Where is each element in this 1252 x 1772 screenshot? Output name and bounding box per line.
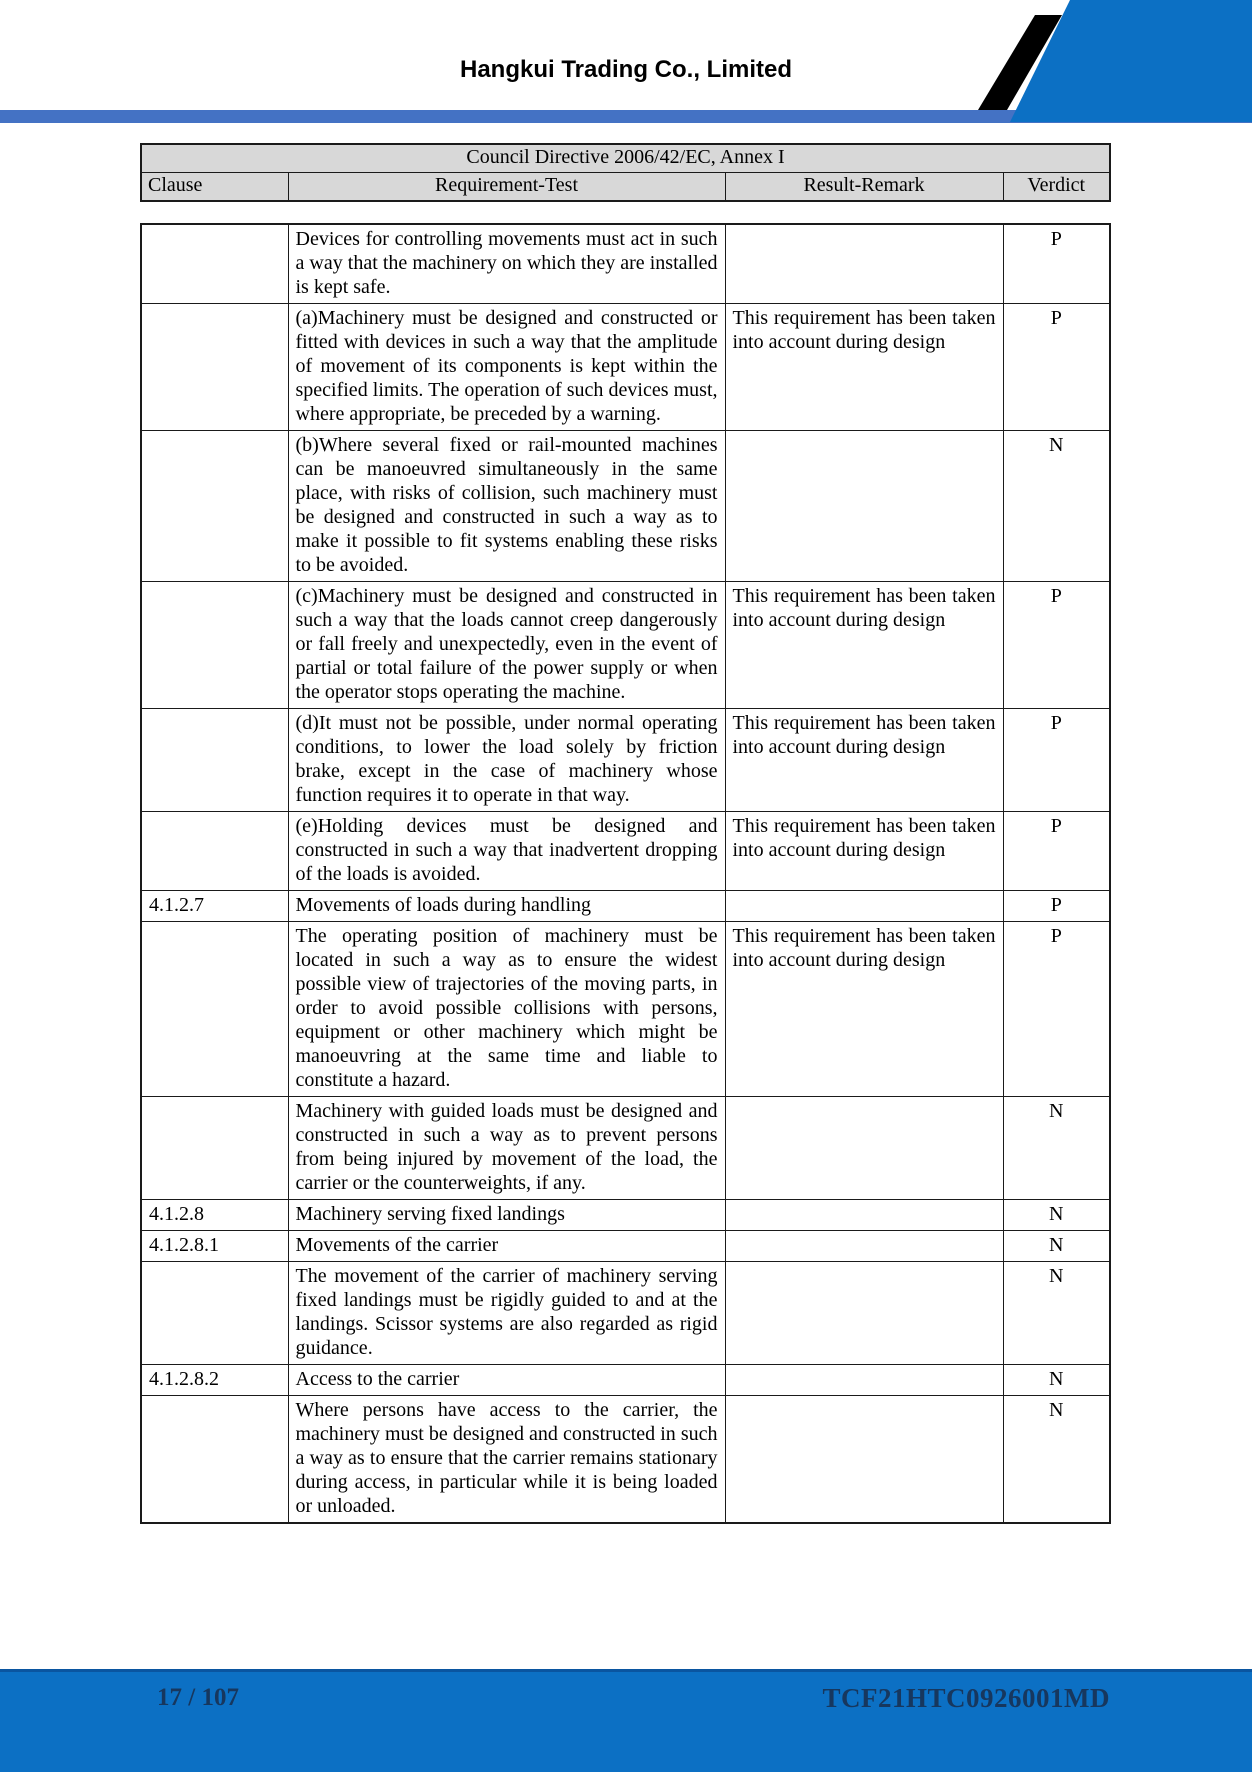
table-row (141, 922, 1110, 1097)
requirement-cell: The operating position of machinery must be located in such a way as to ensure the widest possible view of trajectories of the moving parts, in order to avoid possible collisions with persons, equipment or other machinery which might be manoeuvring at the same time and liable to constitute a hazard. (288, 922, 725, 1097)
remark-cell (725, 224, 1003, 304)
clause-cell: 4.1.2.8.1 (141, 1231, 288, 1262)
table-row (141, 1097, 1110, 1200)
footer-band (0, 1669, 1252, 1772)
requirements-table-body (141, 224, 1110, 1523)
clause-cell (141, 812, 288, 891)
verdict-cell: P (1003, 812, 1110, 891)
verdict-cell: N (1003, 1262, 1110, 1365)
verdict-cell: N (1003, 1200, 1110, 1231)
company-name: Hangkui Trading Co., Limited (459, 56, 792, 83)
remark-cell (725, 1396, 1003, 1524)
table-row (141, 304, 1110, 431)
clause-cell (141, 224, 288, 304)
table-row (141, 709, 1110, 812)
requirement-cell: (c)Machinery must be designed and constructed in such a way that the loads cannot creep dangerously or fall freely and unexpectedly, even in the event of partial or total failure of the power supply or when the operator stops operating the machine. (288, 582, 725, 709)
requirement-cell: The movement of the carrier of machinery serving fixed landings must be rigidly guided to and at the landings. Scissor systems are also regarded as rigid guidance. (288, 1262, 725, 1365)
clause-cell: 4.1.2.8 (141, 1200, 288, 1231)
requirement-cell: (b)Where several fixed or rail-mounted machines can be manoeuvred simultaneously in the same place, with risks of collision, such machinery must be designed and constructed in such a way as to make it possible to fit systems enabling these risks to be avoided. (288, 431, 725, 582)
table-row (141, 582, 1110, 709)
clause-cell (141, 1396, 288, 1524)
column-header-verdict: Verdict (1003, 173, 1110, 202)
remark-cell (725, 1262, 1003, 1365)
table-column-header-row (141, 173, 1110, 202)
verdict-cell: N (1003, 1396, 1110, 1524)
requirement-cell: Movements of the carrier (288, 1231, 725, 1262)
clause-cell (141, 1262, 288, 1365)
table-row (141, 1231, 1110, 1262)
verdict-cell: P (1003, 304, 1110, 431)
requirements-table (140, 223, 1111, 1524)
remark-cell (725, 1365, 1003, 1396)
clause-cell (141, 709, 288, 812)
table-row (141, 1396, 1110, 1524)
clause-cell (141, 922, 288, 1097)
table-row (141, 1200, 1110, 1231)
remark-cell: This requirement has been taken into account during design (725, 582, 1003, 709)
requirement-cell: Movements of loads during handling (288, 891, 725, 922)
remark-cell (725, 1097, 1003, 1200)
remark-cell: This requirement has been taken into account during design (725, 709, 1003, 812)
table-row (141, 431, 1110, 582)
remark-cell (725, 1200, 1003, 1231)
directive-header-table (140, 143, 1111, 202)
remark-cell: This requirement has been taken into account during design (725, 812, 1003, 891)
clause-cell (141, 304, 288, 431)
verdict-cell: P (1003, 891, 1110, 922)
remark-cell (725, 431, 1003, 582)
verdict-cell: P (1003, 709, 1110, 812)
requirement-cell: (d)It must not be possible, under normal operating conditions, to lower the load solely by friction brake, except in the case of machinery whose function requires it to operate in that way. (288, 709, 725, 812)
table-title-row (141, 144, 1110, 173)
clause-cell (141, 1097, 288, 1200)
clause-cell (141, 431, 288, 582)
verdict-cell: N (1003, 1097, 1110, 1200)
remark-cell: This requirement has been taken into account during design (725, 922, 1003, 1097)
page-number: 17 / 107 (157, 1684, 239, 1711)
table-row (141, 1365, 1110, 1396)
requirement-cell: (a)Machinery must be designed and constructed or fitted with devices in such a way that the amplitude of movement of its components is kept within the specified limits. The operation of such devices must, where appropriate, be preceded by a warning. (288, 304, 725, 431)
table-row (141, 891, 1110, 922)
table-row (141, 1262, 1110, 1365)
remark-cell (725, 891, 1003, 922)
verdict-cell: N (1003, 1365, 1110, 1396)
requirement-cell: Access to the carrier (288, 1365, 725, 1396)
verdict-cell: P (1003, 582, 1110, 709)
remark-cell: This requirement has been taken into account during design (725, 304, 1003, 431)
remark-cell (725, 1231, 1003, 1262)
requirement-cell: (e)Holding devices must be designed and constructed in such a way that inadvertent dropping of the loads is avoided. (288, 812, 725, 891)
verdict-cell: N (1003, 431, 1110, 582)
requirement-cell: Devices for controlling movements must act in such a way that the machinery on which they are installed is kept safe. (288, 224, 725, 304)
clause-cell: 4.1.2.7 (141, 891, 288, 922)
clause-cell (141, 582, 288, 709)
table-title: Council Directive 2006/42/EC, Annex I (141, 144, 1110, 173)
table-row (141, 224, 1110, 304)
clause-cell: 4.1.2.8.2 (141, 1365, 288, 1396)
column-header-clause: Clause (141, 173, 288, 202)
requirement-cell: Where persons have access to the carrier, the machinery must be designed and constructed in such a way as to ensure that the carrier remains stationary during access, in particular while it is being loaded or unloaded. (288, 1396, 725, 1524)
column-header-requirement-test: Requirement-Test (288, 173, 725, 202)
verdict-cell: P (1003, 922, 1110, 1097)
verdict-cell: N (1003, 1231, 1110, 1262)
column-header-result-remark: Result-Remark (725, 173, 1003, 202)
requirement-cell: Machinery serving fixed landings (288, 1200, 725, 1231)
verdict-cell: P (1003, 224, 1110, 304)
requirement-cell: Machinery with guided loads must be designed and constructed in such a way as to prevent persons from being injured by movement of the load, the carrier or the counterweights, if any. (288, 1097, 725, 1200)
table-row (141, 812, 1110, 891)
document-code: TCF21HTC0926001MD (822, 1683, 1110, 1713)
